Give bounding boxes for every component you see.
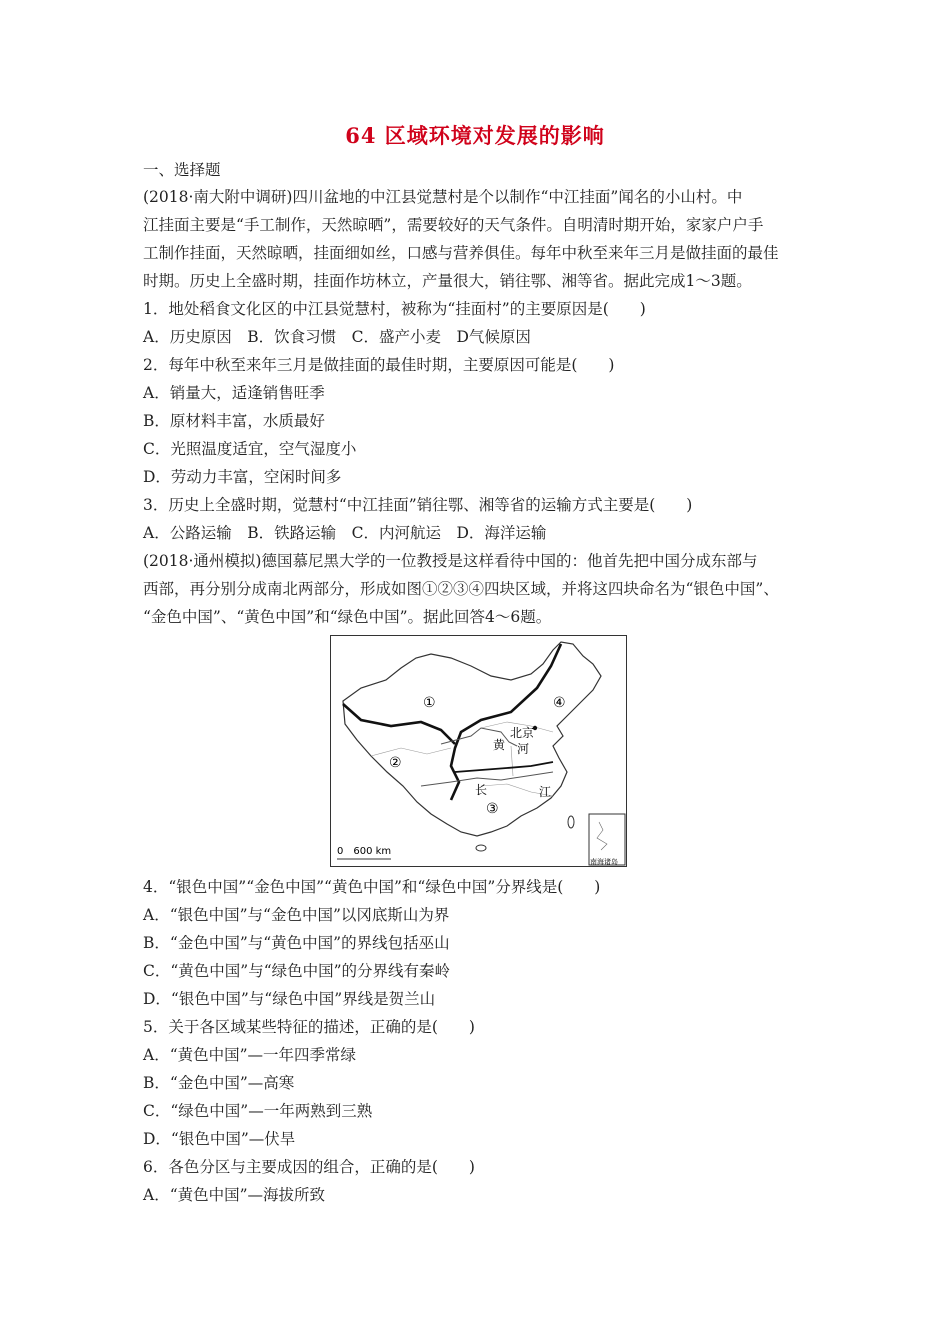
yellow-river	[441, 728, 517, 746]
intro1-line: 时期。历史上全盛时期，挂面作坊林立，产量很大，销往鄂、湘等省。据此完成1～3题。	[143, 272, 752, 290]
chang-label: 长	[475, 783, 488, 797]
north-south-boundary-west	[343, 704, 455, 744]
question-1-options: A．历史原因 B．饮食习惯 C．盛产小麦 D气候原因	[143, 328, 531, 346]
question-2: 2．每年中秋至来年三月是做挂面的最佳时期，主要原因可能是( )	[143, 356, 615, 374]
question-4-option: D．“银色中国”与“绿色中国”界线是贺兰山	[143, 990, 436, 1008]
intro2-line: (2018·通州模拟)德国慕尼黑大学的一位教授是这样看待中国的：他首先把中国分成东部与	[143, 552, 758, 570]
question-4-option: C．“黄色中国”与“绿色中国”的分界线有秦岭	[143, 962, 451, 980]
intro1-line: 江挂面主要是“手工制作，天然晾晒”，需要较好的天气条件。自明清时期开始，家家户户手	[143, 216, 764, 234]
beijing-label: 北京	[510, 726, 535, 740]
intro2-line: “金色中国”、“黄色中国”和“绿色中国”。据此回答4～6题。	[143, 608, 552, 626]
page-title: 64 区域环境对发展的影响	[345, 123, 605, 148]
scale-label: 0 600 km	[337, 846, 392, 857]
taiwan-island	[568, 816, 574, 828]
region-2-label: ②	[389, 755, 402, 771]
question-5-option: D．“银色中国”—伏旱	[143, 1130, 296, 1148]
question-5-option: C．“绿色中国”—一年两熟到三熟	[143, 1102, 373, 1120]
region-3-label: ③	[486, 801, 499, 817]
jiang-label: 江	[539, 785, 552, 799]
question-4-option: B．“金色中国”与“黄色中国”的界线包括巫山	[143, 934, 450, 952]
hainan-island	[476, 845, 486, 851]
question-3: 3．历史上全盛时期，觉慧村“中江挂面”销往鄂、湘等省的运输方式主要是( )	[143, 496, 693, 514]
question-2-option: C．光照温度适宜，空气湿度小	[143, 440, 357, 458]
qinling-line	[455, 762, 553, 772]
question-4: 4．“银色中国”“金色中国”“黄色中国”和“绿色中国”分界线是( )	[143, 878, 601, 896]
question-4-option: A．“银色中国”与“金色中国”以冈底斯山为界	[143, 906, 450, 924]
region-4-label: ④	[553, 695, 566, 711]
question-2-option: D．劳动力丰富，空闲时间多	[143, 468, 342, 486]
region-1-label: ①	[423, 695, 436, 711]
he-label: 河	[517, 742, 530, 756]
question-1: 1．地处稻食文化区的中江县觉慧村，被称为“挂面村”的主要原因是( )	[143, 300, 646, 318]
question-6: 6．各色分区与主要成因的组合，正确的是( )	[143, 1158, 475, 1176]
china-map-figure	[330, 635, 627, 867]
question-5-option: B．“金色中国”—高寒	[143, 1074, 295, 1092]
section-heading: 一、选择题	[143, 161, 221, 179]
china-outline	[343, 642, 601, 836]
question-5: 5．关于各区域某些特征的描述，正确的是( )	[143, 1018, 475, 1036]
china-map	[331, 636, 626, 866]
question-2-option: B．原材料丰富，水质最好	[143, 412, 325, 430]
question-5-option: A．“黄色中国”—一年四季常绿	[143, 1046, 357, 1064]
inset-label: 南海诸岛	[590, 858, 618, 866]
question-6-option: A．“黄色中国”—海拔所致	[143, 1186, 326, 1204]
intro1-line: 工制作挂面，天然晾晒，挂面细如丝，口感与营养俱佳。每年中秋至来年三月是做挂面的最佳	[143, 244, 779, 262]
question-2-option: A．销量大，适逢销售旺季	[143, 384, 325, 402]
intro1-line: (2018·南大附中调研)四川盆地的中江县觉慧村是个以制作“中江挂面”闻名的小山村。中	[143, 188, 743, 206]
huang-label: 黄	[493, 738, 506, 752]
intro2-line: 西部，再分别分成南北两部分，形成如图①②③④四块区域，并将这四块命名为“银色中国”、	[143, 580, 779, 598]
question-3-options: A．公路运输 B．铁路运输 C．内河航运 D．海洋运输	[143, 524, 547, 542]
